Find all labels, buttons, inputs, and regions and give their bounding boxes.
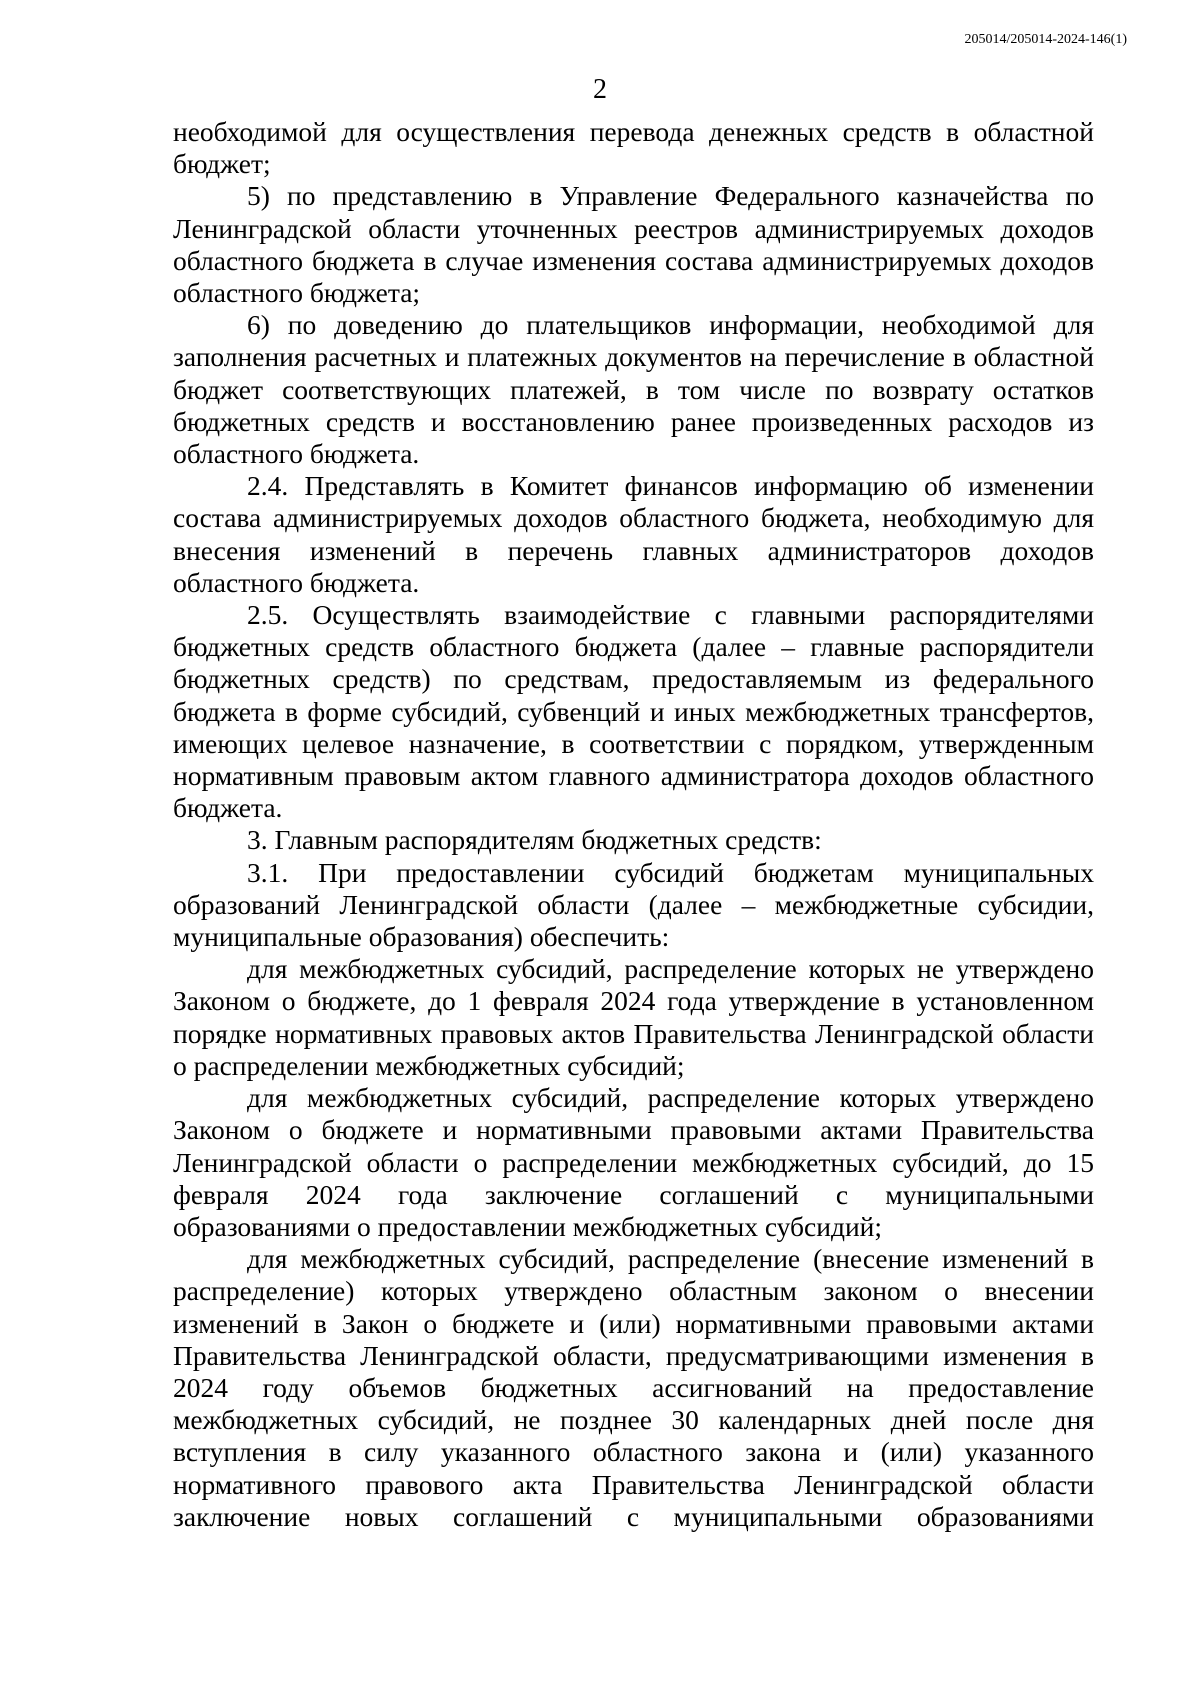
page-number: 2: [593, 74, 607, 105]
paragraph-subsidies-not-approved: для межбюджетных субсидий, распределение которых не утверждено Законом о бюджете, до 1 февраля 2024 года утверждение в установленном порядке нормативных правовых актов Правительства Ленинградской области о распределении межбюджетных субсидий;: [173, 953, 1094, 1081]
paragraph-3: 3. Главным распорядителям бюджетных средств:: [247, 824, 822, 856]
paragraph-2-4: 2.4. Представлять в Комитет финансов информацию об изменении состава администрируемых доходов областного бюджета, необходимую для внесения изменений в перечень главных администраторов доходов областного бюджета.: [173, 470, 1094, 598]
paragraph-continuation: необходимой для осуществления перевода денежных средств в областной бюджет;: [173, 116, 1094, 180]
paragraph-3-1: 3.1. При предоставлении субсидий бюджетам муниципальных образований Ленинградской области (далее – межбюджетные субсидии, муниципальные образования) обеспечить:: [173, 856, 1094, 953]
paragraph-subsidies-changes: для межбюджетных субсидий, распределение (внесение изменений в распределение) которых утверждено областным законом о внесении изменений в Закон о бюджете и (или) нормативными правовыми актами Правительства Ленинградской области, предусматривающими изменения в 2024 году объемов бюджетных ассигнований на предоставление межбюджетных субсидий, не позднее 30 календарных дней после дня вступления в силу указанного областного закона и (или) указанного нормативного правового акта Правительства Ленинградской области заключение новых соглашений с муниципальными образованиями: [173, 1243, 1094, 1532]
paragraph-2-5: 2.5. Осуществлять взаимодействие с главными распорядителями бюджетных средств областного бюджета (далее – главные распорядители бюджетных средств) по средствам, предоставляемым из федерального бюджета в форме субсидий, субвенций и иных межбюджетных трансфертов, имеющих целевое назначение, в соответствии с порядком, утвержденным нормативным правовым актом главного администратора доходов областного бюджета.: [173, 599, 1094, 824]
paragraph-subsidies-approved: для межбюджетных субсидий, распределение которых утверждено Законом о бюджете и нормативными правовыми актами Правительства Ленинградской области о распределении межбюджетных субсидий, до 15 февраля 2024 года заключение соглашений с муниципальными образованиями о предоставлении межбюджетных субсидий;: [173, 1082, 1094, 1242]
document-id: 205014/205014-2024-146(1): [964, 32, 1127, 47]
paragraph-item-6: 6) по доведению до плательщиков информации, необходимой для заполнения расчетных и платежных документов на перечисление в областной бюджет соответствующих платежей, в том числе по возврату остатков бюджетных средств и восстановлению ранее произведенных расходов из областного бюджета.: [173, 309, 1094, 470]
paragraph-item-5: 5) по представлению в Управление Федерального казначейства по Ленинградской области уточненных реестров администрируемых доходов областного бюджета в случае изменения состава администрируемых доходов областного бюджета;: [173, 180, 1094, 309]
document-body: [173, 116, 1094, 1533]
